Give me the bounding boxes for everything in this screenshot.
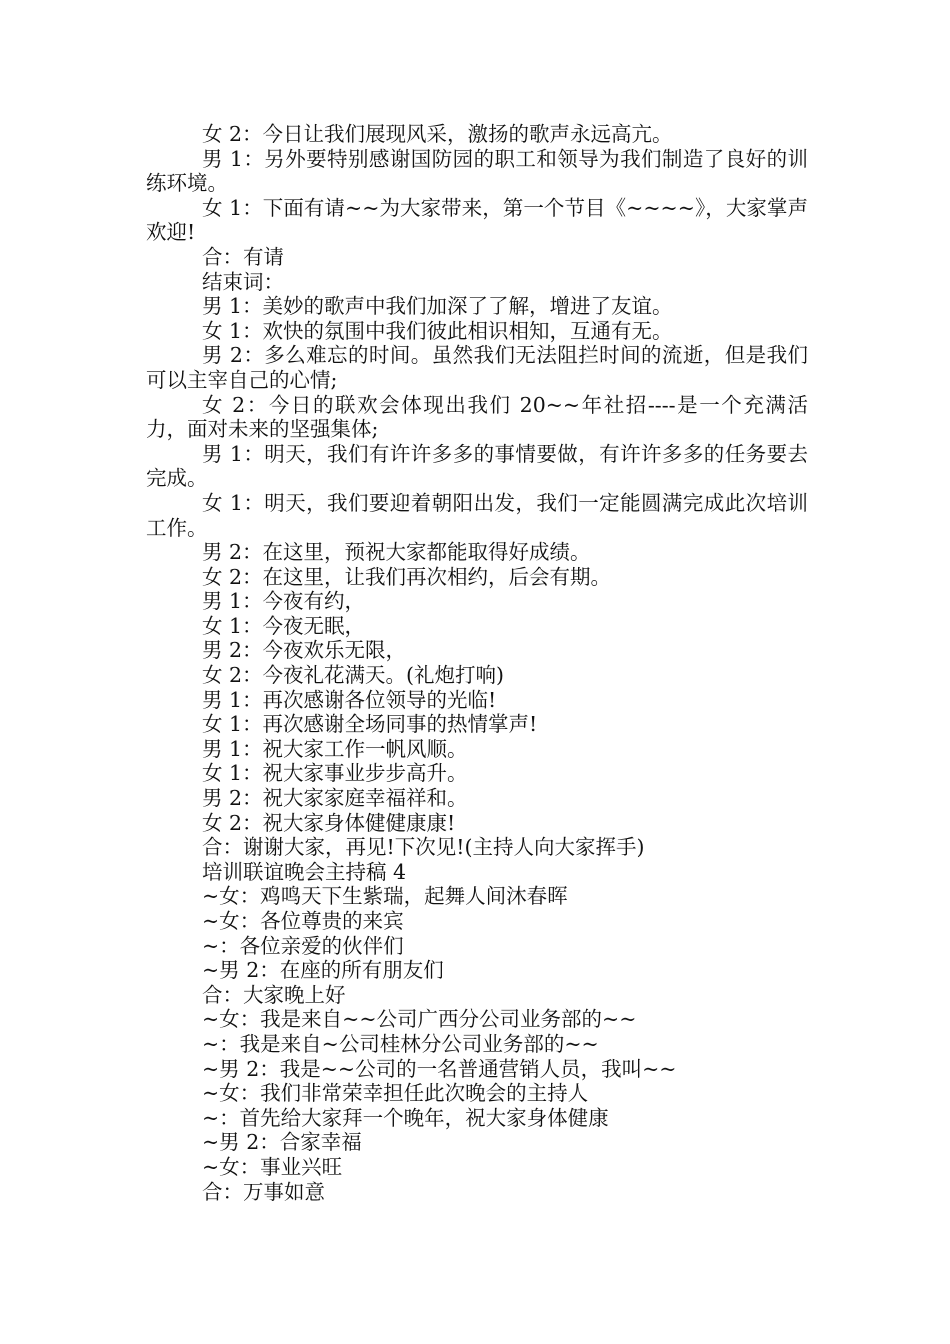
paragraph: 女 1：祝大家事业步步高升。 [202, 761, 468, 786]
paragraph: ~女：鸡鸣天下生紫瑞，起舞人间沐春晖 [202, 884, 568, 909]
paragraph: 男 1：今夜有约， [202, 589, 366, 614]
paragraph: 女 2：今日让我们展现风采，激扬的歌声永远高亢。 [202, 122, 673, 146]
paragraph: 女 2：祝大家身体健健康康! [202, 810, 456, 835]
paragraph: 女 1：欢快的氛围中我们彼此相识相知，互通有无。 [202, 318, 673, 343]
paragraph: 男 1：明天，我们有许许多多的事情要做，有许许多多的任务要去完成。 [146, 441, 808, 491]
paragraph: 女 1：明天，我们要迎着朝阳出发，我们一定能圆满完成此次培训工作。 [146, 490, 808, 540]
paragraph: ~：首先给大家拜一个晚年，祝大家身体健康 [202, 1105, 609, 1130]
paragraph: 男 1：再次感谢各位领导的光临! [202, 687, 497, 712]
paragraph: 男 2：在这里，预祝大家都能取得好成绩。 [202, 540, 591, 565]
paragraph: ~女：我们非常荣幸担任此次晚会的主持人 [202, 1081, 589, 1106]
paragraph: 男 2：祝大家家庭幸福祥和。 [202, 786, 468, 811]
paragraph: 女 2：今日的联欢会体现出我们 20~~年社招----是一个充满活力，面对未来的坚强集体; [146, 392, 808, 442]
paragraph: 结束词： [202, 269, 284, 294]
paragraph: 男 2：多么难忘的时间。虽然我们无法阻拦时间的流逝，但是我们可以主宰自己的心情; [146, 343, 808, 392]
paragraph: 女 1：再次感谢全场同事的热情掌声! [202, 712, 538, 737]
paragraph: ~女：事业兴旺 [202, 1154, 343, 1179]
paragraph: 男 1：美妙的歌声中我们加深了了解，增进了友谊。 [202, 294, 673, 319]
paragraph: 合：谢谢大家，再见!下次见!(主持人向大家挥手) [202, 835, 645, 860]
document-body [146, 122, 808, 1204]
paragraph: ~女：我是来自~~公司广西分公司业务部的~~ [202, 1007, 637, 1032]
paragraph: 男 1：祝大家工作一帆风顺。 [202, 736, 468, 761]
paragraph: ~男 2：在座的所有朋友们 [202, 958, 444, 983]
paragraph: 男 1：另外要特别感谢国防园的职工和领导为我们制造了良好的训练环境。 [146, 146, 808, 196]
paragraph: 合：万事如意 [202, 1179, 325, 1204]
paragraph: 女 2：今夜礼花满天。(礼炮打响) [202, 663, 505, 688]
section-title: 培训联谊晚会主持稿 4 [202, 859, 407, 884]
paragraph: ~：各位亲爱的伙伴们 [202, 933, 404, 958]
paragraph: ~男 2：合家幸福 [202, 1130, 362, 1155]
paragraph: 女 1：今夜无眠， [202, 613, 366, 638]
paragraph: 女 2：在这里，让我们再次相约，后会有期。 [202, 564, 612, 589]
paragraph: ~：我是来自~公司桂林分公司业务部的~~ [202, 1031, 599, 1056]
paragraph: 男 2：今夜欢乐无限， [202, 638, 407, 663]
paragraph: 合：大家晚上好 [202, 982, 346, 1007]
paragraph: 女 1：下面有请~~为大家带来，第一个节目《~~~~》，大家掌声欢迎! [146, 195, 808, 245]
paragraph: ~女：各位尊贵的来宾 [202, 909, 404, 933]
paragraph: ~男 2：我是~~公司的一名普通营销人员，我叫~~ [202, 1056, 677, 1081]
paragraph: 合：有请 [202, 244, 284, 269]
